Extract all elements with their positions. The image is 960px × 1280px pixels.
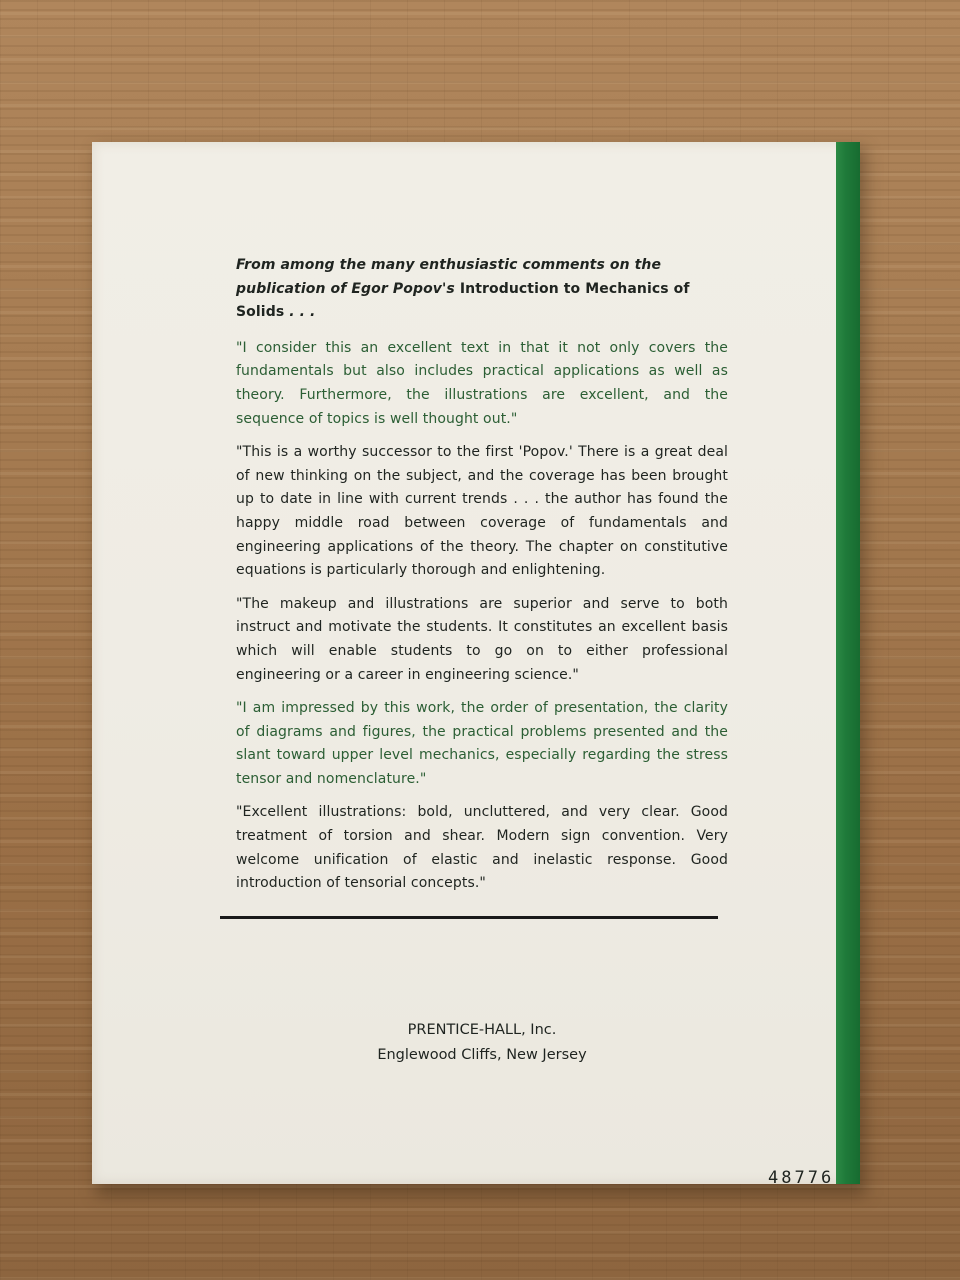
quote-4: "I am impressed by this work, the order of presentation, the clarity of diagrams and figures, the practical problems presented and the slant toward upper level mechanics, especially regarding the stress tensor and nomenclature." xyxy=(236,700,728,787)
publisher-location: Englewood Cliffs, New Jersey xyxy=(377,1047,587,1063)
intro-heading xyxy=(236,254,728,325)
quote-3: "The makeup and illustrations are superior and serve to both instruct and motivate the students. It constitutes an excellent basis which will enable students to go on to either professional engineering or a career in engineering science." xyxy=(236,595,728,683)
green-spine xyxy=(836,142,860,1184)
quote-1: "I consider this an excellent text in that it not only covers the fundamentals but also includes practical applications as well as theory. Furthermore, the illustrations are excellent, and the sequence of topics is well thought out." xyxy=(236,339,728,427)
intro-ellipsis: . . . xyxy=(289,304,316,321)
publisher-block xyxy=(292,1018,672,1068)
intro-book-title: Introduction to Mechanics of Solids xyxy=(236,280,690,321)
comments-block xyxy=(236,254,728,906)
quote-2: "This is a worthy successor to the first 'Popov.' There is a great deal of new thinking on the subject, and the coverage has been brought up to date in line with current trends . . . the author has found the happy middle road between coverage of fundamentals and engineering applications of the theory. The chapter on constitutive equations is particularly thorough and enlightening. xyxy=(236,444,728,579)
book-back-cover xyxy=(92,142,860,1188)
catalog-number: 48776 xyxy=(768,1168,835,1188)
quote-5: "Excellent illustrations: bold, uncluttered, and very clear. Good treatment of torsion and shear. Modern sign convention. Very welcome unification of elastic and inelastic response. Good introduction of tensorial concepts." xyxy=(236,804,728,892)
publisher-name: PRENTICE-HALL, Inc. xyxy=(407,1022,557,1038)
divider-rule xyxy=(220,916,718,919)
intro-line: From among the many enthusiastic comments on the publication of Egor Popov's xyxy=(236,257,662,297)
